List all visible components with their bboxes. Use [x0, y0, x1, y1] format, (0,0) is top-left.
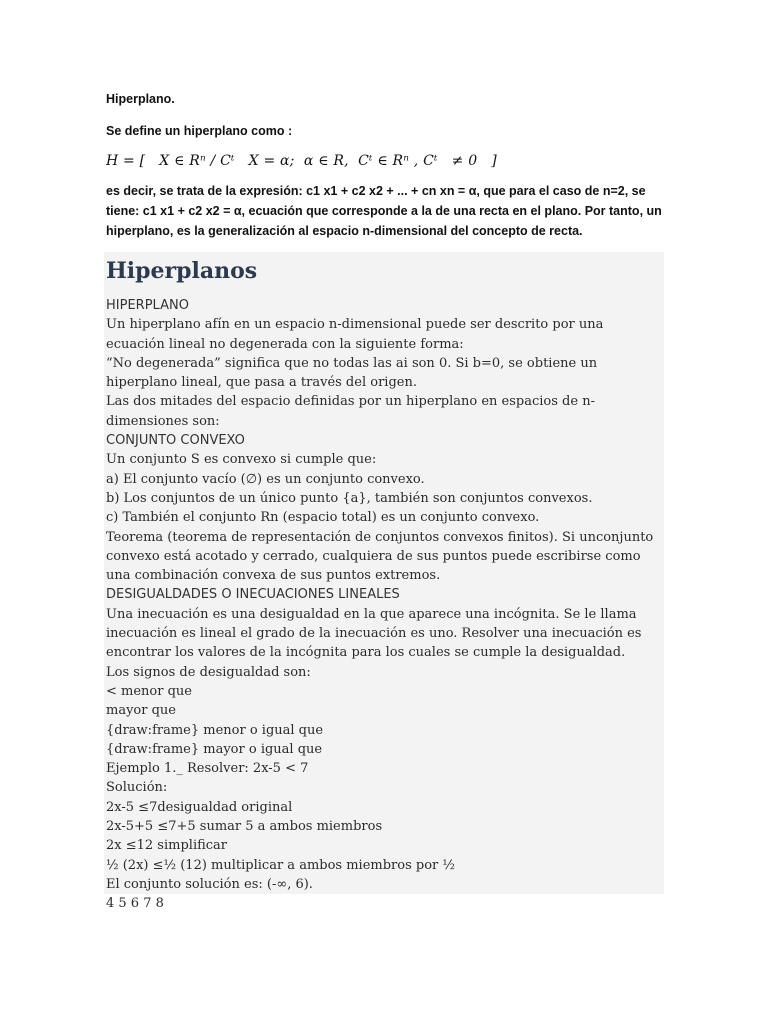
body-line: c) También el conjunto Rn (espacio total) es un conjunto convexo.: [106, 510, 540, 526]
body-line: 2x ≤12 simplificar: [106, 838, 228, 854]
body-line: Un conjunto S es convexo si cumple que:: [106, 452, 377, 468]
page-title: Hiperplano.: [106, 92, 175, 106]
body-line: a) El conjunto vacío (∅) es un conjunto convexo.: [106, 471, 425, 487]
body-line: {draw:frame} menor o igual que: [106, 722, 324, 738]
definition-label: Se define un hiperplano como :: [106, 124, 293, 138]
body-line: {draw:frame} mayor o igual que: [106, 741, 323, 757]
body-line: b) Los conjuntos de un único punto {a}, también son conjuntos convexos.: [106, 490, 593, 506]
body-line: Las dos mitades del espacio definidas por un hiperplano en espacios de n-dimensiones son:: [106, 394, 595, 429]
body-line: Una inecuación es una desigualdad en la que aparece una incógnita. Se le llama inecuación es lineal el grado de la inecuación es uno. Resolver una inecuación es encontrar los valores de la incógnita para los cuales se cumple la desigualdad.: [106, 606, 646, 661]
section-heading: DESIGUALDADES O INECUACIONES LINEALES: [106, 587, 400, 603]
section-heading: HIPERPLANO: [106, 298, 189, 313]
body-line: Teorema (teorema de representación de conjuntos convexos finitos). Si unconjunto convexo está acotado y cerrado, cualquiera de sus puntos puede escribirse como una combinación convexa de sus puntos extremos.: [106, 529, 658, 584]
article-box: [104, 252, 664, 912]
article-heading: Hiperplanos: [106, 258, 258, 284]
definition-paragraph: es decir, se trata de la expresión: c1 x1 + c2 x2 + ... + cn xn = α, que para el caso de n=2, se tiene: c1 x1 + c2 x2 = α, ecuación que corresponde a la de una recta en el plano. Por tanto, un hiperplano, es la generalización al espacio n-dimensional del concepto de recta.: [106, 184, 662, 238]
body-line: 2x-5 ≤7desigualdad original: [106, 799, 293, 815]
body-line: < menor que: [106, 683, 192, 699]
document-header: [106, 89, 666, 241]
body-line: mayor que: [106, 703, 176, 719]
hyperplane-formula: H = [ X ∈ Rⁿ / Cᵗ X = α; α ∈ R, Cᵗ ∈ Rⁿ , Cᵗ ≠ 0 ]: [106, 153, 497, 169]
body-line: Un hiperplano afín en un espacio n-dimensional puede ser descrito por una ecuación lineal no degenerada con la siguiente forma:: [106, 317, 608, 352]
body-line: Solución:: [106, 780, 168, 796]
body-line: 2x-5+5 ≤7+5 sumar 5 a ambos miembros: [106, 819, 383, 835]
article-body: [104, 296, 664, 914]
body-line: “No degenerada” significa que no todas las ai son 0. Si b=0, se obtiene un hiperplano lineal, que pasa a través del origen.: [106, 355, 602, 391]
body-line: El conjunto solución es: (-∞, 6).: [106, 876, 313, 892]
body-line: Los signos de desigualdad son:: [106, 664, 311, 680]
section-heading: CONJUNTO CONVEXO: [106, 433, 245, 449]
body-line: Ejemplo 1._ Resolver: 2x-5 < 7: [106, 761, 309, 777]
body-line: ½ (2x) ≤½ (12) multiplicar a ambos miembros por ½: [106, 857, 455, 873]
body-line: 4 5 6 7 8: [106, 896, 164, 912]
